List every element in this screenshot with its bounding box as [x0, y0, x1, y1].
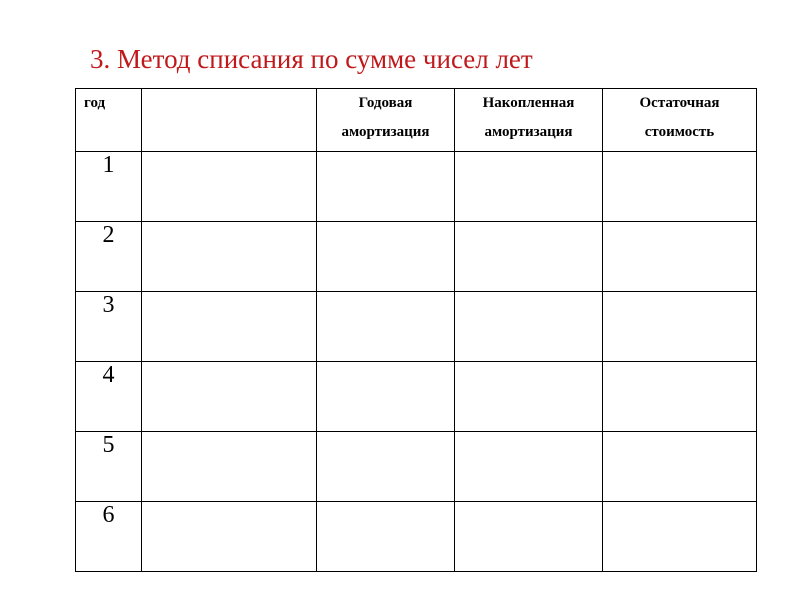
header-residual-value — [603, 89, 757, 152]
table-cell — [142, 222, 317, 292]
table-cell — [317, 432, 455, 502]
table-cell — [603, 432, 757, 502]
table-header-row — [76, 89, 757, 152]
table-cell — [603, 222, 757, 292]
table-row — [76, 222, 757, 292]
table-cell — [455, 502, 603, 572]
depreciation-table — [75, 88, 757, 572]
table-cell — [603, 152, 757, 222]
table-cell — [317, 222, 455, 292]
header-residual-line2: стоимость — [644, 124, 715, 140]
table-row — [76, 502, 757, 572]
table-cell — [455, 292, 603, 362]
table-cell — [317, 502, 455, 572]
table-cell — [603, 502, 757, 572]
row-year: 3 — [76, 292, 142, 362]
table-cell — [455, 432, 603, 502]
header-blank — [142, 89, 317, 152]
table-cell — [317, 152, 455, 222]
table-cell — [142, 292, 317, 362]
table-row — [76, 152, 757, 222]
header-year: год — [76, 89, 142, 152]
row-year: 2 — [76, 222, 142, 292]
table-cell — [142, 432, 317, 502]
table-row — [76, 362, 757, 432]
header-accumulated-line1: Накопленная — [482, 95, 575, 111]
header-residual-line1: Остаточная — [639, 95, 720, 111]
table-cell — [142, 152, 317, 222]
table-row — [76, 292, 757, 362]
table-cell — [455, 362, 603, 432]
table-cell — [603, 362, 757, 432]
table-cell — [455, 152, 603, 222]
table-row — [76, 432, 757, 502]
row-year: 4 — [76, 362, 142, 432]
header-annual-line1: Годовая — [358, 95, 413, 111]
table-cell — [142, 502, 317, 572]
row-year: 6 — [76, 502, 142, 572]
table-cell — [317, 292, 455, 362]
table-cell — [142, 362, 317, 432]
header-annual-depreciation — [317, 89, 455, 152]
header-annual-line2: амортизация — [341, 124, 430, 140]
table-cell — [455, 222, 603, 292]
row-year: 1 — [76, 152, 142, 222]
table-cell — [603, 292, 757, 362]
slide-title: 3. Метод списания по сумме чисел лет — [90, 44, 533, 74]
header-accumulated-line2: амортизация — [484, 124, 573, 140]
table-cell — [317, 362, 455, 432]
header-accumulated-depreciation — [455, 89, 603, 152]
row-year: 5 — [76, 432, 142, 502]
